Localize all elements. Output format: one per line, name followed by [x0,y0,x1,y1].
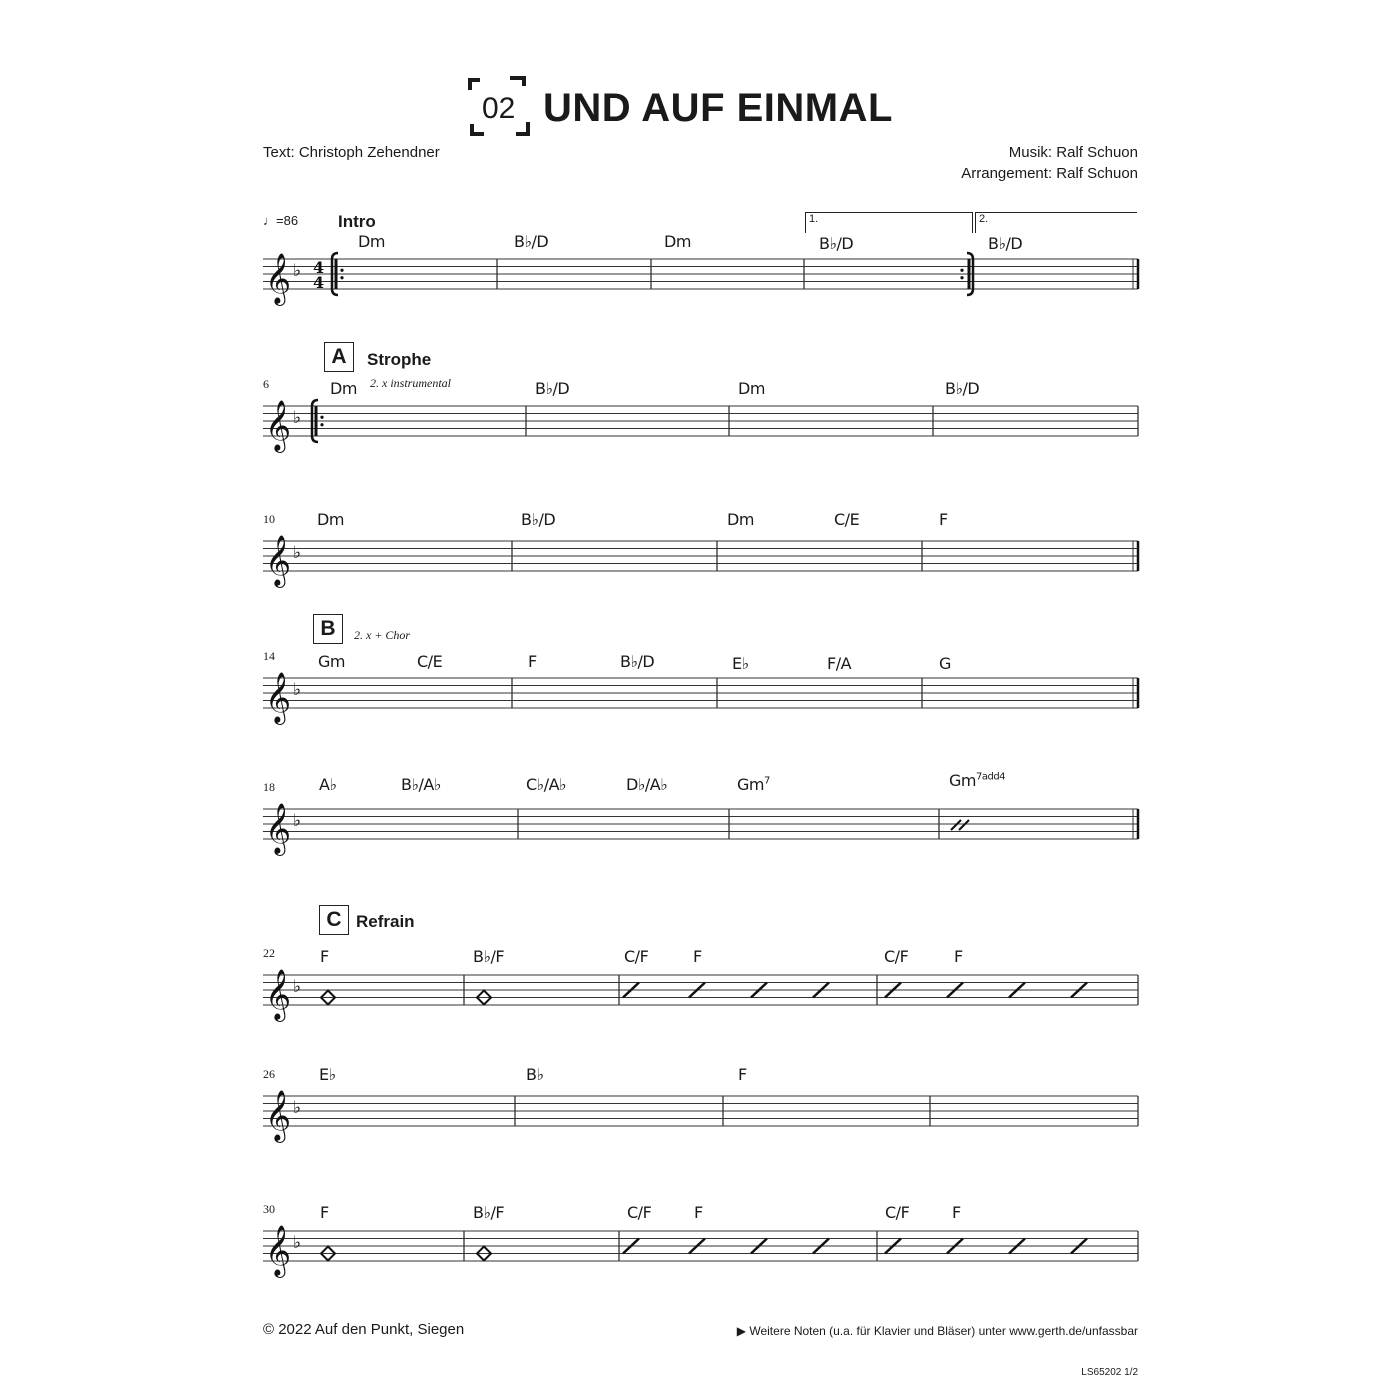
chord-symbol: B♭/A♭ [401,775,441,794]
chord-symbol: B♭/D [945,379,980,398]
chord-symbol: A♭ [319,775,337,794]
flat-key-signature-icon: ♭ [293,977,302,997]
track-number: 02 [482,92,516,125]
chord-symbol: F [320,1203,329,1222]
chord-symbol: C/F [885,1203,910,1222]
repeat-dot [960,269,963,272]
measure-number: 10 [263,512,275,526]
chord-symbol: Dm [330,379,357,398]
measure-number: 18 [263,780,275,794]
chord-symbol: C/E [417,652,443,671]
chord-symbol: B♭/D [620,652,655,671]
chord-symbol: C/F [627,1203,652,1222]
treble-clef-icon: 𝄞 [265,969,292,1020]
rehearsal-mark-a: A [324,342,354,372]
copyright-notice: © 2022 Auf den Punkt, Siegen [263,1321,465,1338]
chord-symbol: B♭ [526,1065,544,1084]
chord-symbol: B♭/D [521,510,556,529]
chord-symbol: E♭ [319,1065,336,1084]
chord-symbol: B♭/D [819,234,854,253]
chord-symbol: Dm [317,510,344,529]
flat-key-signature-icon: ♭ [293,261,302,281]
chord-symbol: Dm [738,379,765,398]
chord-symbol: B♭/D [514,232,549,251]
rehearsal-mark-c: C [319,905,349,935]
section-note-a: 2. x instrumental [370,376,451,390]
volta-1-label: 1. [809,213,819,225]
more-scores-link[interactable]: ▶ Weitere Noten (u.a. für Klavier und Bläser) unter www.gerth.de/unfassbar [736,1324,1138,1338]
chord-symbol: Dm [727,510,754,529]
tempo-marking: ♩=86 [263,213,299,228]
repeat-dot [320,423,323,426]
music-credit: Musik: Ralf Schuon [1008,144,1138,161]
chord-symbol: C/F [624,947,649,966]
flat-key-signature-icon: ♭ [293,1233,302,1253]
flat-key-signature-icon: ♭ [293,1098,302,1118]
lyrics-credit: Text: Christoph Zehendner [263,144,440,161]
chord-symbol: F/A [827,654,852,673]
treble-clef-icon: 𝄞 [265,1090,292,1141]
chord-symbol: F [954,947,963,966]
flat-key-signature-icon: ♭ [293,543,302,563]
chord-symbol: F [738,1065,747,1084]
treble-clef-icon: 𝄞 [265,672,292,723]
chord-symbol: Gm [318,652,345,671]
section-note-b: 2. x + Chor [354,628,411,642]
chord-symbol: F [528,652,537,671]
chord-root: Gm [949,771,976,790]
chord-symbol: B♭/F [473,1203,505,1222]
chord-symbol: C/E [834,510,860,529]
chord-symbol: C/F [884,947,909,966]
treble-clef-icon: 𝄞 [265,253,292,304]
time-signature-numerator: 4 [313,258,325,277]
chord-symbol: F [320,947,329,966]
chord-root: Gm [737,775,764,794]
section-label-intro: Intro [338,212,376,231]
chord-symbol: Dm [358,232,385,251]
flat-key-signature-icon: ♭ [293,811,302,831]
chord-symbol: Dm [664,232,691,251]
section-label-strophe: Strophe [367,350,432,369]
volta-2-label: 2. [979,213,989,225]
repeat-dot [960,276,963,279]
repeat-dot [320,416,323,419]
chord-symbol: G [939,654,951,673]
measure-number: 6 [263,377,269,391]
page-identifier: LS65202 1/2 [1081,1367,1138,1378]
chord-symbol: E♭ [732,654,749,673]
section-label-refrain: Refrain [356,912,415,931]
treble-clef-icon: 𝄞 [265,535,292,586]
measure-number: 30 [263,1202,275,1216]
repeat-dot [340,269,343,272]
measure-number: 14 [263,649,275,663]
chord-symbol: B♭/D [535,379,570,398]
chord-symbol: D♭/A♭ [626,775,668,794]
time-signature-denominator: 4 [313,273,325,292]
treble-clef-icon: 𝄞 [265,1225,292,1276]
arrangement-credit: Arrangement: Ralf Schuon [961,165,1138,182]
flat-key-signature-icon: ♭ [293,408,302,428]
chord-symbol: F [952,1203,961,1222]
chord-extension: 7add4 [975,771,1006,783]
repeat-dot [340,276,343,279]
measure-number: 26 [263,1067,275,1081]
treble-clef-icon: 𝄞 [265,803,292,854]
title-text: UND AUF EINMAL [543,86,893,130]
chord-symbol: C♭/A♭ [526,775,567,794]
chord-symbol: F [693,947,702,966]
flat-key-signature-icon: ♭ [293,680,302,700]
chord-symbol: F [939,510,948,529]
treble-clef-icon: 𝄞 [265,400,292,451]
rehearsal-mark-b: B [313,614,343,644]
chord-extension: 7 [763,775,770,787]
measure-number: 22 [263,946,275,960]
chord-symbol: B♭/F [473,947,505,966]
chord-symbol: F [694,1203,703,1222]
chord-symbol: B♭/D [988,234,1023,253]
